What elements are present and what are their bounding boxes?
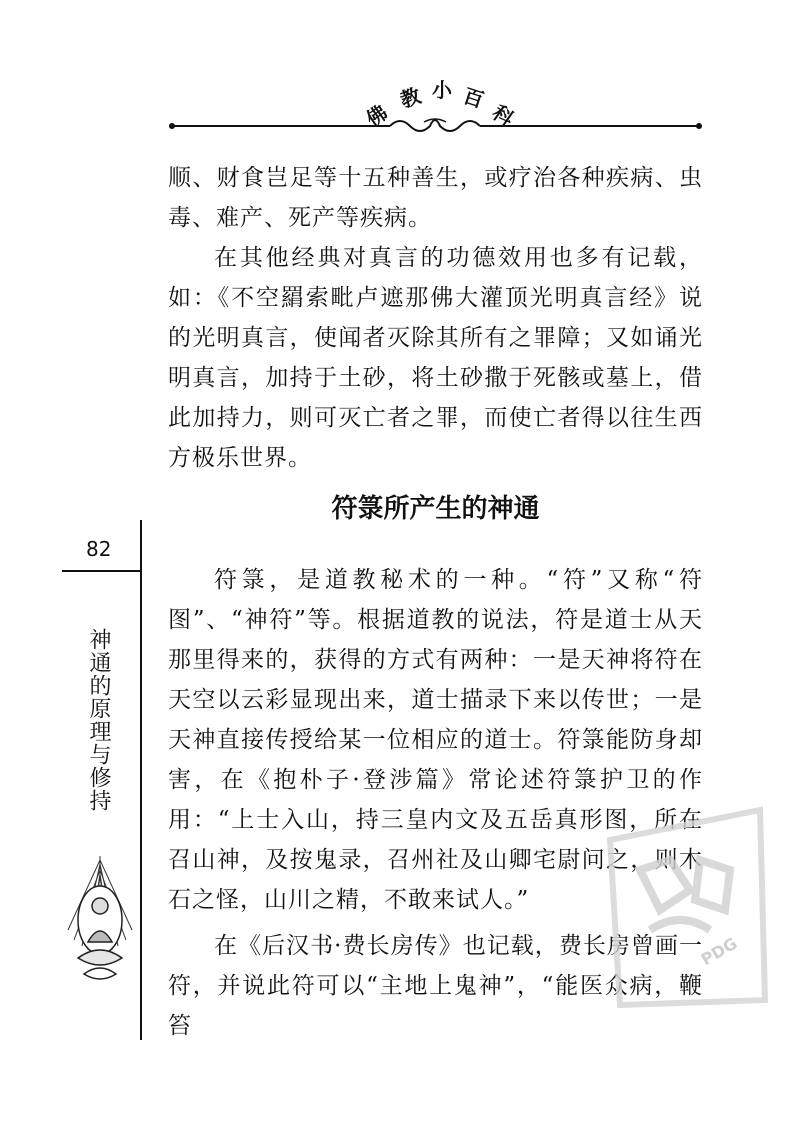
series-header-char: 佛 [361,100,392,132]
watermark-text: PDG [697,933,741,970]
series-header-char: 小 [432,78,452,102]
header-ornament-rule [168,116,703,136]
book-title-vertical: 神通的原理与修持 [86,628,111,812]
body-text-top [168,158,703,478]
paragraph: 在《后汉书·费长房传》也记载，费长房曾画一符，并说此符可以“主地上鬼神”，“能医众病，鞭笞 [168,933,703,1039]
page-number: 82 [86,537,112,561]
series-header-char: 科 [488,100,519,132]
paragraph: 在其他经典对真言的功德效用也多有记载，如：《不空羂索毗卢遮那佛大灌顶光明真言经》说的光明真言，使闻者灭除其所有之罪障；又如诵光明真言，加持于土砂，将土砂撒于死骸或墓上，借此加持力，则可灭亡者之罪，而使亡者得以往生西方极乐世界。 [168,245,703,471]
series-header-char: 百 [460,83,487,113]
paragraph: 符箓，是道教秘术的一种。“符”又称“符图”、“神符”等。根据道教的说法，符是道士从天那里得来的，获得的方式有两种：一是天神将符在天空以云彩显现出来，道士描录下来以传世；一是天神直接传授给某一位相应的道士。符箓能防身却害，在《抱朴子·登涉篇》常论述符箓护卫的作用：“上士入山，持三皇内文及五岳真形图，所在召山神，及按鬼录，召州社及山卿宅尉问之，则木石之怪，山川之精，不敢来试人。” [168,567,703,913]
series-header-char: 教 [397,83,424,113]
watermark-seal-icon [590,800,770,1010]
margin-rule-vertical [140,520,142,1040]
paragraph: 顺、财食岂足等十五种善生，或疗治各种疾病、虫毒、难产、死产等疾病。 [168,165,703,231]
section-title: 符箓所产生的神通 [331,494,540,524]
buddha-illustration-icon [64,850,136,990]
margin-rule [62,570,142,572]
